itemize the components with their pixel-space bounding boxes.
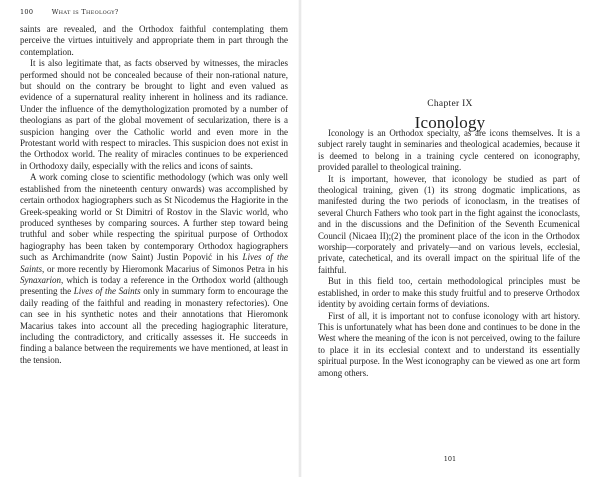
paragraph: It is important, however, that iconology be studied as part of theological training, given (1) its strong dogmatic implications, as manifested during the two periods of iconoclasm, in the treatises of several Church Fathers who took part in the fight against the iconoclasts, and in the discussions and the Definition of the Seventh Ecumenical Council (Nicaea II);(2) the prominent place of the icon in the Orthodox worship—corporately and privately—and on various levels, ecclesial, private, catechetical, and its overall impact on the spiritual life of the faithful. — [318, 173, 580, 275]
paragraph: saints are revealed, and the Orthodox faithful contemplating them perceive the virtues intuitively and appropriate them in part through the contemplation. — [20, 24, 288, 57]
paragraph: Iconology is an Orthodox specialty, as are icons themselves. It is a subject rarely taught in seminaries and theological academies, because it is deemed to belong in a training cycle centered on iconography, provided parallel to theological training. — [318, 128, 580, 173]
page-number-right: 101 — [443, 455, 457, 463]
text-run: , which is today a reference in the Orthodox world (although presenting the — [20, 274, 288, 297]
text-run: only in summary form to encourage the daily reading of the faithful and reading in monastery refectories). One can see in his synthetic notes and their annotations that Hieromonk Macarius takes into account all the preceding hagiographic literature, including the contradictory, and critically assesses it. He succeeds in finding a balance between the requirements we have mentioned, at least in the tension. — [20, 286, 288, 365]
chapter-title: Iconology — [414, 113, 486, 132]
text-run: , or more recently by Hieromonk Macarius of Simonos Petra in his — [42, 263, 288, 274]
book-title-synaxarion: Synaxarion — [20, 274, 61, 285]
book-title-lives: Lives of the Saints — [73, 286, 141, 297]
book-title-lives: Lives of the Saints — [20, 252, 288, 274]
left-body-text — [20, 24, 288, 366]
paragraph: But in this field too, certain methodological principles must be established, in order to make this study fruitful and to preserve Orthodox identity by avoiding certain forms of deviations. — [318, 276, 580, 310]
text-run: A work coming close to scientific methodology (which was only well established from the nineteenth century onwards) was accomplished by certain orthodox hagiographers such as St Nicodemus the Hagiorite in the Greek-speaking world or St Dimitri of Rostov in the Slavic world, who produced syntheses by comparing sources. A further step toward being truthful and sober while respecting the spiritual purpose of Orthodox hagiography has been taken by contemporary Orthodox hagiographers such as Archimandrite (now Saint) Justin Popović in his — [20, 172, 288, 263]
running-head-left — [20, 8, 119, 16]
paragraph: First of all, it is important not to confuse iconology with art history. This is unfortunately what has been done and continues to be done in the West where the meaning of the icon is not perceived, owing to the failure to place it in its ecclesial context and to understand its essentially spiritual purpose. In the West iconography can be viewed as one art form among others. — [318, 310, 580, 378]
right-body-text — [318, 128, 580, 379]
paragraph — [20, 172, 288, 366]
page-number-left: 100 — [20, 8, 34, 16]
chapter-label: Chapter IX — [427, 99, 473, 109]
paragraph: It is also legitimate that, as facts observed by witnesses, the miracles performed should not be concealed because of their non-rational nature, but should on the contrary be brought to light and even valued as evidence of a supernatural reality inherent in holiness and its radiance. Under the influence of the demythologization promoted by a number of theologians as part of the global movement of secularization, there is a suspicion hanging over the Catholic world and even more in the Protestant world with respect to miracles. This suspicion does not exist in the Orthodox world. The reality of miracles continues to be experienced in Orthodoxy daily, especially with the relics and icons of saints. — [20, 58, 288, 171]
running-title: What is Theology? — [51, 8, 119, 16]
